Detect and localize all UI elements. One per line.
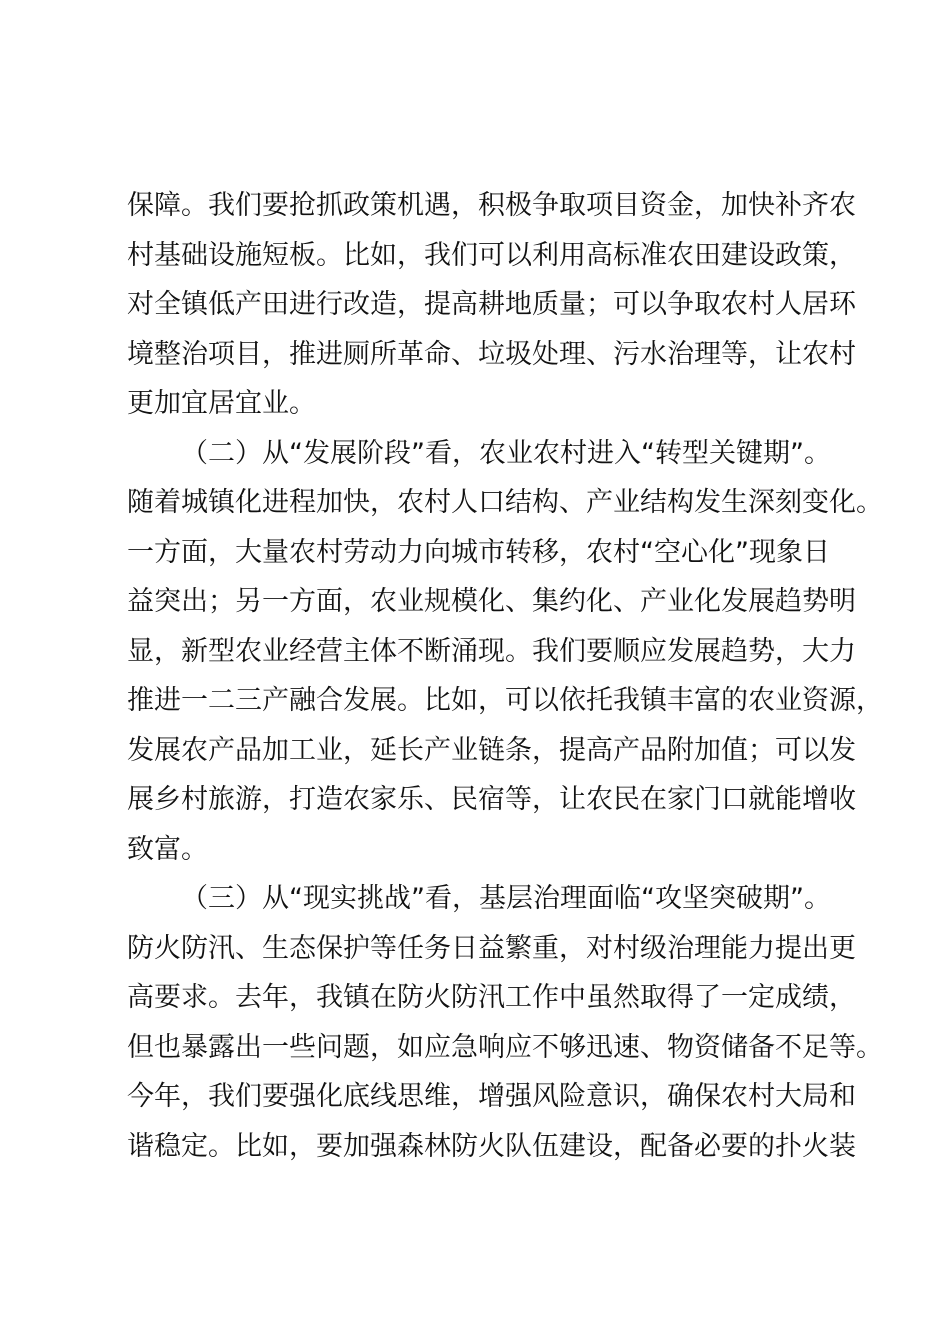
text-line: 随着城镇化进程加快，农村人口结构、产业结构发生深刻变化。 xyxy=(127,487,883,518)
text-line: 高要求。去年，我镇在防火防汛工作中虽然取得了一定成绩， xyxy=(127,982,856,1013)
text-line: 展乡村旅游，打造农家乐、民宿等，让农民在家门口就能增收 xyxy=(127,784,856,815)
text-line: 致富。 xyxy=(127,833,208,865)
text-line: 显，新型农业经营主体不断涌现。我们要顺应发展趋势，大力 xyxy=(127,635,856,667)
text-line: 境整治项目，推进厕所革命、垃圾处理、污水治理等，让农村 xyxy=(127,338,856,370)
text-line: 保障。我们要抢抓政策机遇，积极争取项目资金，加快补齐农 xyxy=(127,190,856,221)
text-line: 益突出；另一方面，农业规模化、集约化、产业化发展趋势明 xyxy=(127,586,856,617)
section-heading-line: （三）从“现实挑战”看，基层治理面临“攻坚突破期”。 xyxy=(181,883,831,914)
text-line: 村基础设施短板。比如，我们可以利用高标准农田建设政策， xyxy=(127,239,856,271)
body-text xyxy=(127,181,883,1171)
section-heading-line: （二）从“发展阶段”看，农业农村进入“转型关键期”。 xyxy=(181,437,831,469)
text-line: 一方面，大量农村劳动力向城市转移，农村“空心化”现象日 xyxy=(127,536,830,568)
text-line: 推进一二三产融合发展。比如，可以依托我镇丰富的农业资源， xyxy=(127,685,883,716)
text-line: 更加宜居宜业。 xyxy=(127,388,316,419)
text-line: 防火防汛、生态保护等任务日益繁重，对村级治理能力提出更 xyxy=(127,932,856,964)
text-line: 但也暴露出一些问题，如应急响应不够迅速、物资储备不足等。 xyxy=(127,1031,883,1063)
text-line: 对全镇低产田进行改造，提高耕地质量；可以争取农村人居环 xyxy=(127,289,856,320)
text-line: 谐稳定。比如，要加强森林防火队伍建设，配备必要的扑火装 xyxy=(127,1130,856,1162)
text-line: 发展农产品加工业，延长产业链条，提高产品附加值；可以发 xyxy=(127,734,856,766)
text-line: 今年，我们要强化底线思维，增强风险意识，确保农村大局和 xyxy=(127,1081,856,1112)
